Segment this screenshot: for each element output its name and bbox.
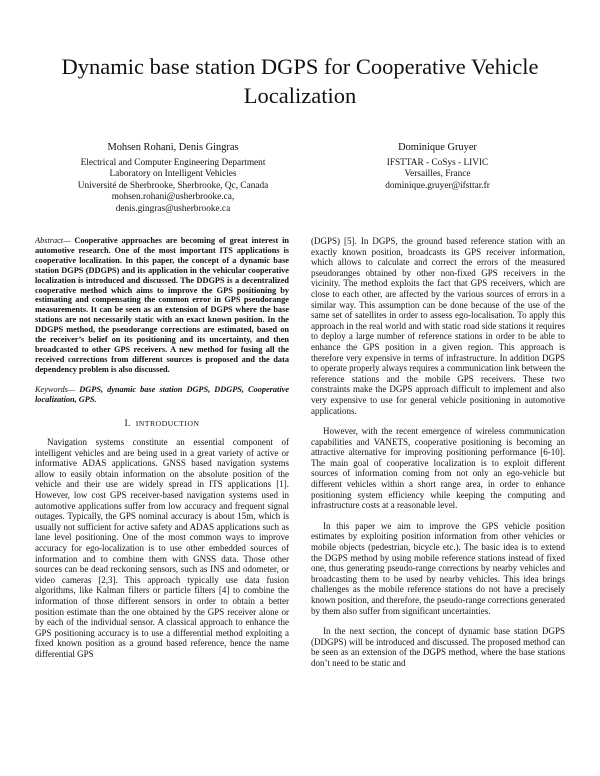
abstract-text: Cooperative approaches are becoming of great interest in automotive research. One of the most important ITS applications is cooperative localization. In this paper, the concept of a dynamic base station DGPS (DDGPS) and its application in the vehicular cooperative localization is introduced and discussed. The DDGPS is a decentralized cooperative method which aims to improve the GPS positioning by estimating and compensating the common error in GPS pseudorange measurements. It can be seen as an extension of DGPS where the base stations are not necessarily static with an exact known position. In the DDGPS method, the pseudorange corrections are estimated, based on the receiver’s belief on its positioning and its uncertainty, and then broadcasted to other GPS receivers. A new method for fusing all the received corrections from different sources is proposed and the data dependency problem is also discussed. bbox=[35, 236, 289, 374]
paragraph: In the next section, the concept of dynamic base station DGPS (DDGPS) will be introduced and discussed. The proposed method can be seen as an extension of the DGPS method, where the base stations don’t need to be static and bbox=[311, 626, 565, 668]
section-heading-introduction bbox=[35, 419, 289, 430]
author-names-left: Mohsen Rohani, Denis Gingras bbox=[107, 142, 239, 153]
paragraph: In this paper we aim to improve the GPS vehicle position estimates by exploiting position information from other vehicles or mobile objects (pedestrian, bicycle etc.). The basic idea is to extend the DGPS method by using mobile reference stations instead of fixed one, thus generating pseudo-range corrections by nearby vehicles and broadcasting them to be used by nearby vehicles. This idea brings challenges as the mobile reference stations do not have a precisely known position, and therefore, the pseudo-range corrections generated by them also suffer from significant uncertainties. bbox=[311, 520, 565, 616]
abstract bbox=[35, 236, 289, 375]
author-names-right: Dominique Gruyer bbox=[398, 142, 477, 153]
section-number: I. bbox=[124, 417, 131, 429]
left-column bbox=[35, 236, 289, 660]
author-university: Université de Sherbrooke, Sherbrooke, Qc, Canada bbox=[77, 180, 269, 191]
author-block-left bbox=[48, 142, 298, 216]
paragraph: However, with the recent emergence of wireless communication capabilities and VANETS, cooperative positioning is becoming an attractive alternative for improving positioning performance [6-10]. The main goal of cooperative localization is to exploit different sources of information coming from not only an ego-vehicle but different vehicles within a short range area, in order to enhance positioning system efficiency while keeping the computing and infrastructure costs at a reasonable level. bbox=[311, 426, 565, 511]
author-org: IFSTTAR - CoSys - LIVIC bbox=[386, 157, 489, 168]
author-block-right bbox=[315, 142, 560, 192]
author-lab: Laboratory on Intelligent Vehicles bbox=[109, 169, 237, 180]
author-location: Versailles, France bbox=[404, 169, 471, 180]
keywords bbox=[35, 385, 289, 405]
author-email-3: dominique.gruyer@ifsttar.fr bbox=[385, 180, 490, 191]
right-column bbox=[311, 236, 565, 669]
author-email-2: denis.gingras@usherbrooke.ca bbox=[115, 203, 231, 214]
section-title: INTRODUCTION bbox=[135, 418, 200, 428]
author-email-1: mohsen.rohani@usherbrooke.ca, bbox=[111, 192, 235, 203]
paper-title: Dynamic base station DGPS for Cooperative Vehicle Localization bbox=[61, 54, 539, 108]
keywords-text: DGPS, dynamic base station DGPS, DDGPS, Cooperative localization, GPS. bbox=[35, 384, 289, 404]
paragraph: (DGPS) [5]. In DGPS, the ground based reference station with an exactly known position, broadcasts its GPS receiver information, which allows to calculate and correct the errors of the measured pseudoranges obtained by other non-fixed GPS receivers in the vicinity. The method exploits the fact that GPS receivers, which are close to each other, are affected by the various sources of errors in a similar way. This assumption can be done because of the use of the same set of satellites in order to assess ego-localisation. To apply this approach in the real world and with static road side stations it requires to deploy a large number of reference stations in order to be able to enhance the GPS position in a given region. This approach is therefore very expensive in terms of infrastructure. In addition DGPS to operate properly always requires a communication link between the reference stations and the mobile GPS receivers. These two constraints make the DGPS approach difficult to implement and also very expensive to use for general vehicle positioning in automotive applications. bbox=[311, 236, 565, 416]
author-dept: Electrical and Computer Engineering Department bbox=[80, 157, 266, 168]
paragraph: Navigation systems constitute an essential component of intelligent vehicles and are being used in a great variety of active or informative ADAS applications. GNSS based navigation systems allow to easily obtain information on the absolute position of the vehicle and their use are widely spread in ITS applications [1]. However, low cost GPS receiver-based navigation systems used in automotive applications suffer from low accuracy and frequent signal outages. Typically, the GPS nominal accuracy is about 15m, which is usually not sufficient for active safety and ADAS applications such as lane level positioning. One of the most common ways to improve accuracy for ego-localization is to use other embedded sources of information and to combine them with GNSS data. Those other sources can be dead reckoning sensors, such as INS and odometer, or video cameras [2,3]. This approach typically use data fusion algorithms, like Kalman filters or particle filters [4] to combine the information of those different sensors in order to obtain a better position estimate than the one obtained by the GPS receiver alone or by each of the individual sensor. A classical approach to enhance the GPS positioning accuracy is to use a differential method exploiting a fixed known position as a ground based reference, hence the name differential GPS bbox=[35, 437, 289, 659]
abstract-lead: Abstract— bbox=[35, 236, 71, 245]
keywords-lead: Keywords— bbox=[35, 384, 76, 394]
